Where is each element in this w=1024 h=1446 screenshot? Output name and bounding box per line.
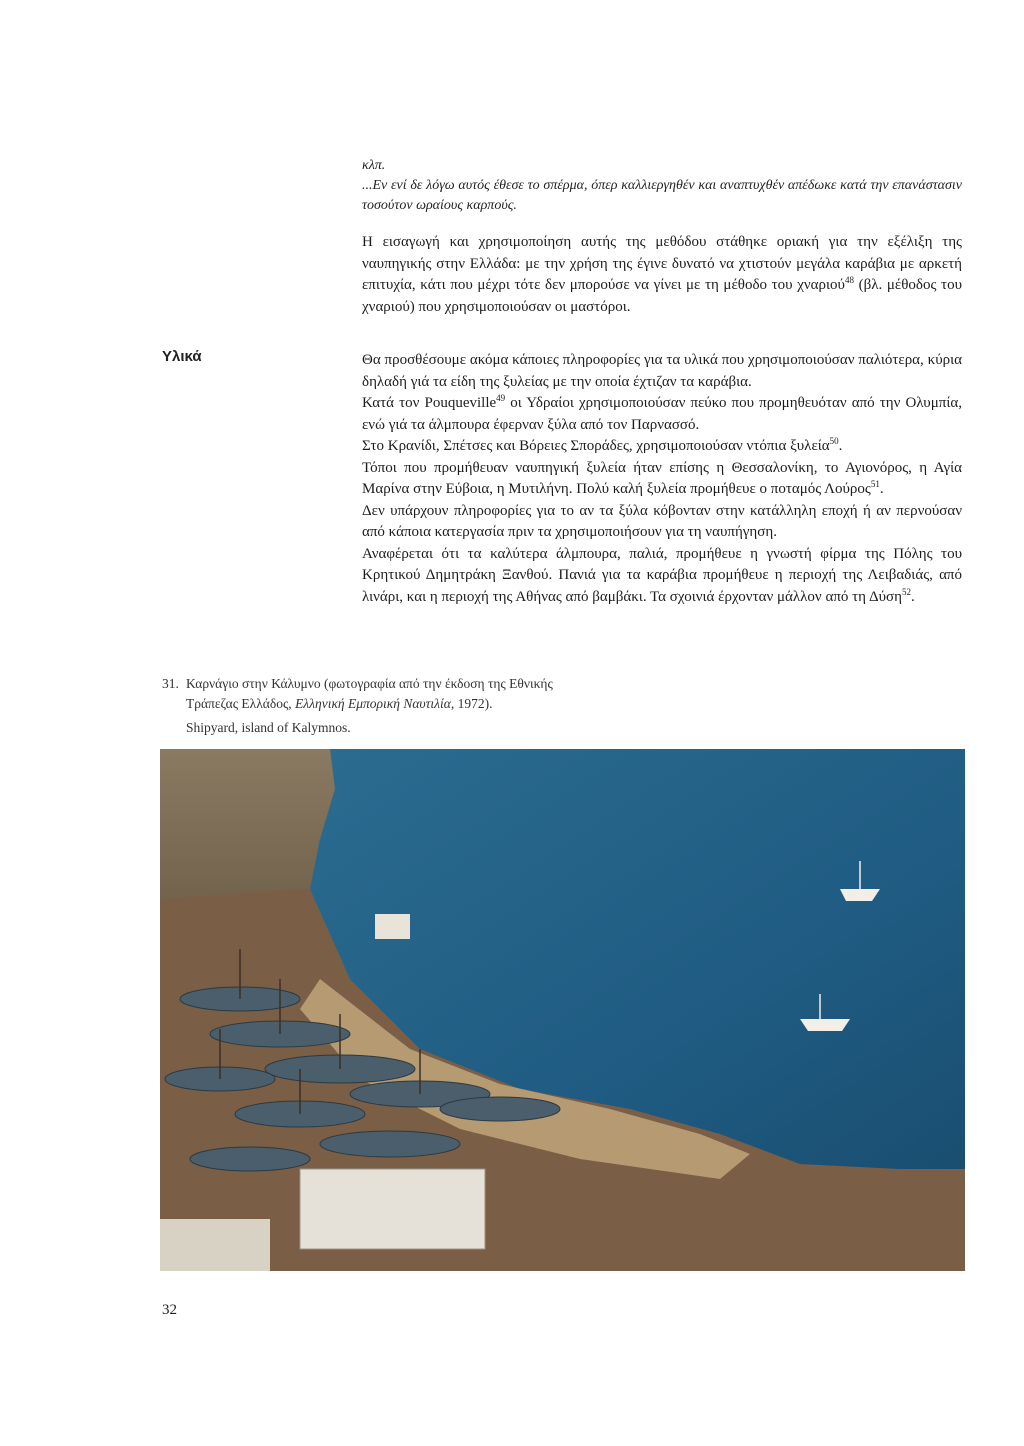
footnote-ref-48[interactable]: 48 [844, 275, 854, 285]
page-number: 32 [162, 1302, 177, 1318]
footnote-ref-50[interactable]: 50 [829, 436, 839, 446]
quote-line-1: κλπ. [362, 158, 386, 173]
materials-sentence-3 [362, 436, 962, 458]
paragraph-materials [362, 350, 962, 608]
building-large [300, 1169, 485, 1249]
figure-caption [162, 674, 722, 738]
section-heading-materials: Υλικά [162, 348, 202, 365]
s2-text-a: Κατά τον Pouqueville [362, 395, 497, 411]
figure-number: 31. [162, 676, 179, 691]
caption-english: Shipyard, island of Kalymnos. [186, 720, 351, 735]
s4-text-a: Τόποι που προμήθευαν ναυπηγική ξυλεία ήταν επίσης η Θεσσαλονίκη, το Αγιονόρος, η Αγία Μαρίνα στην Εύβοια, η Μυτιλήνη. Πολύ καλή ξυλεία προμήθευε ο ποταμός Λούρος [362, 459, 962, 497]
moored-boat [800, 1019, 850, 1031]
photo-illustration [160, 749, 965, 1271]
s6-text-a: Αναφέρεται ότι τα καλύτερα άλμπουρα, παλιά, προμήθευε η γνωστή φίρμα της Πόλης του Κρητικού Δημητράκη Ξανθού. Πανιά για τα καράβια προμήθευε η περιοχή της Λειβαδιάς, από λινάρι, και η περιοχή της Αθήνας από βαμβάκι. Τα σχοινιά έρχονταν μάλλον από τη Δύση [362, 545, 962, 605]
caption-line-2a: Τράπεζας Ελλάδος, [186, 696, 296, 711]
opening-quote [362, 156, 962, 216]
s6-text-b: . [910, 588, 915, 605]
building-shore [375, 914, 410, 939]
para1-text-a: Η εισαγωγή και χρησιμοποίηση αυτής της μεθόδου στάθηκε οριακή για την εξέλιξη της ναυπηγικής στην Ελλάδα: με την χρήση της έγινε δυνατό να χτιστούν μεγάλα καράβια με αρκετή επιτυχία, κάτι που μέχρι τότε δεν μπορούσε να γίνει με τη μέθοδο του χναριού [362, 234, 962, 293]
caption-line-2b: , 1972). [450, 696, 493, 711]
s3-text-b: . [838, 438, 843, 454]
materials-sentence-4 [362, 458, 962, 501]
harbour-shipyard-photo [160, 749, 965, 1271]
building-left [160, 1219, 270, 1271]
materials-sentence-6 [362, 544, 962, 609]
s4-text-b: . [879, 481, 884, 497]
quote-line-2: ...Εν ενί δε λόγω αυτός έθεσε το σπέρμα, όπερ καλλιεργηθέν και αναπτυχθέν απέδωκε κατά την επανάστασιν τοσούτον ωραίους καρπούς. [362, 178, 962, 213]
footnote-ref-52[interactable]: 52 [901, 586, 911, 597]
s2-text-b: οι Υδραίοι χρησιμοποιούσαν πεύκο που προμηθευόταν από την Ολυμπία, ενώ γιά τα άλμπουρα έφερναν ξύλα από τον Παρνασσό. [362, 395, 962, 433]
materials-sentence-2 [362, 393, 962, 436]
s3-text-a: Στο Κρανίδι, Σπέτσες και Βόρειες Σποράδες, χρησιμοποιούσαν ντόπια ξυλεία [362, 438, 830, 454]
paragraph-method [362, 232, 962, 318]
para1-text-b: (βλ. μέθοδος του χναριού) που χρησιμοποιούσαν οι μαστόροι. [362, 277, 962, 315]
footnote-ref-51[interactable]: 51 [870, 479, 880, 489]
caption-line-1: Καρνάγιο στην Κάλυμνο (φωτογραφία από την έκδοση της Εθνικής [186, 676, 553, 691]
materials-sentence-1: Θα προσθέσουμε ακόμα κάποιες πληροφορίες για τα υλικά που χρησιμοποιούσαν παλιότερα, κύρια δηλαδή γιά τα είδη της ξυλείας με την οποία έχτιζαν τα καράβια. [362, 352, 962, 390]
caption-book-title: Ελληνική Εμπορική Ναυτιλία [295, 696, 451, 711]
footnote-ref-49[interactable]: 49 [496, 393, 506, 403]
materials-sentence-5: Δεν υπάρχουν πληροφορίες για το αν τα ξύλα κόβονταν στην κατάλληλη εποχή ή αν περνούσαν από κάποια κατεργασία πριν τα χρησιμοποιήσουν για τη ναυπήγηση. [362, 502, 962, 540]
